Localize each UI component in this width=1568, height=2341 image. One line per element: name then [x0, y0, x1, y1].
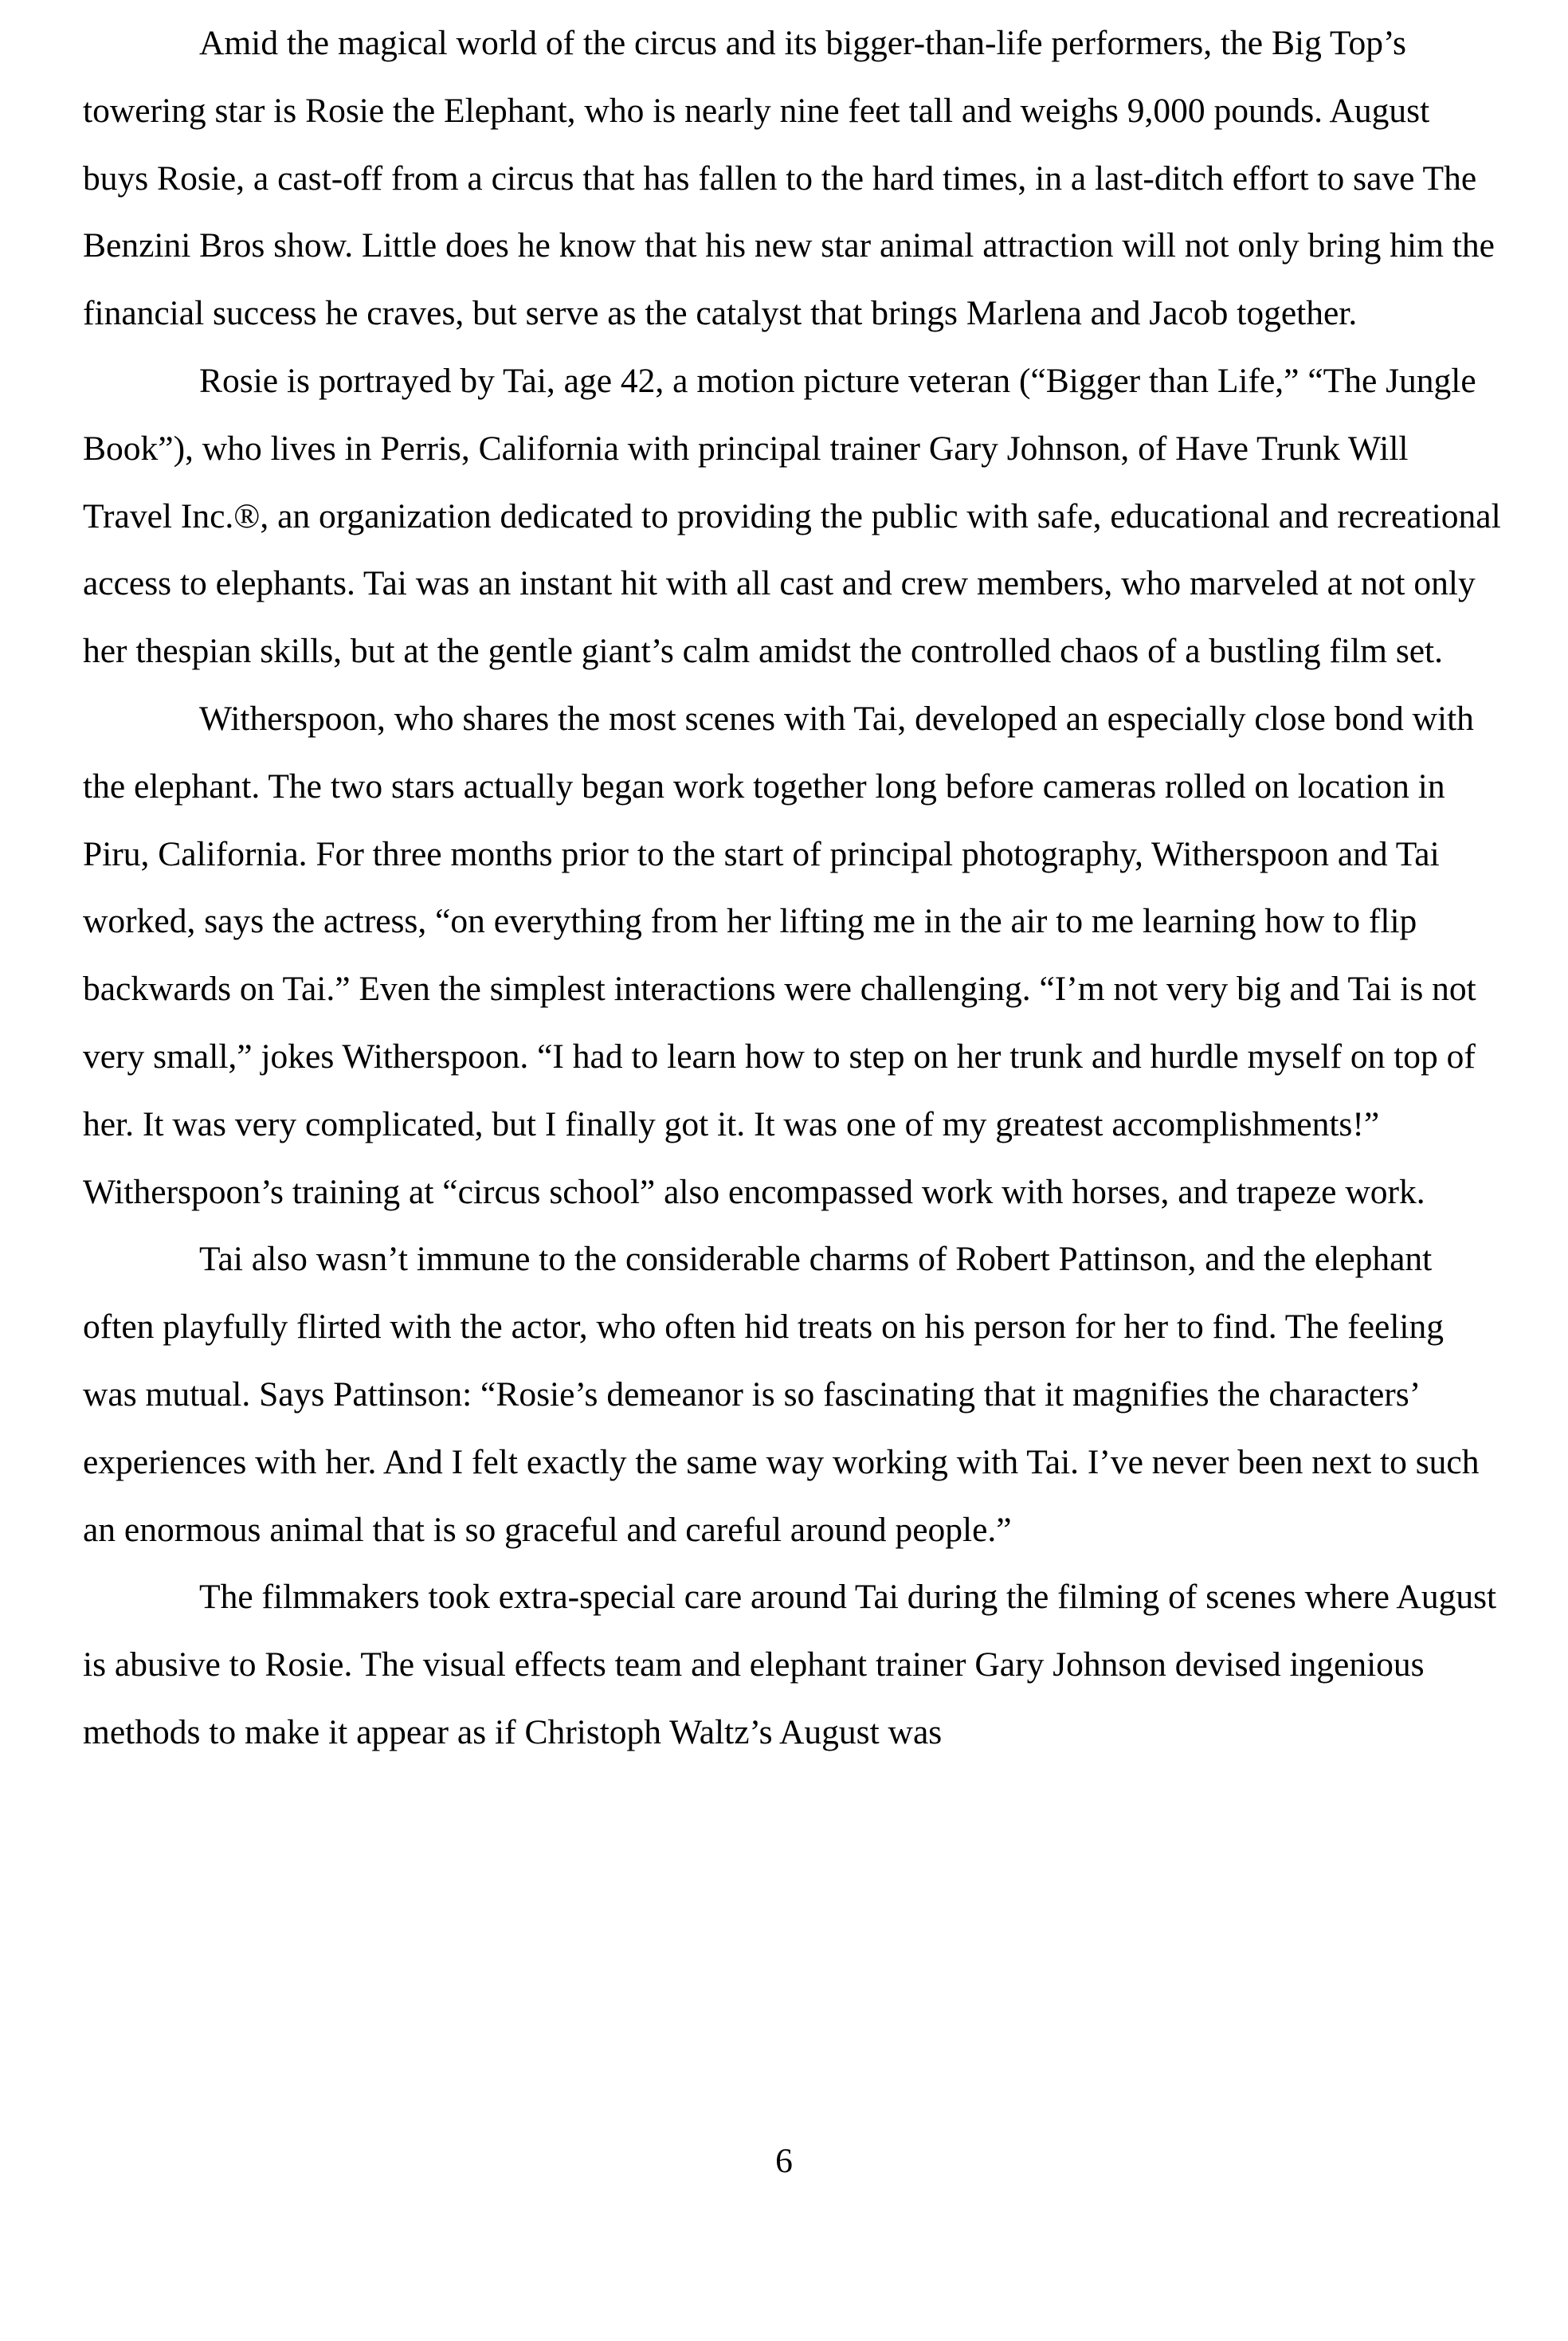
paragraph-pattinson: Tai also wasn’t immune to the considerable charms of Robert Pattinson, and the elephant often playfully flirted with the actor, who often hid treats on his person for her to find. The feeling was mutual. Says Pattinson: “Rosie’s demeanor is so fascinating that it magnifies the characters’ experiences with her. And I felt exactly the same way working with Tai. I’ve never been next to such an enormous animal that is so graceful and careful around people.”	[83, 1240, 1480, 1549]
paragraph-witherspoon-bond: Witherspoon, who shares the most scenes with Tai, developed an especially close bond with the elephant. The two stars actually began work together long before cameras rolled on location in Piru, California. For three months prior to the start of principal photography, Witherspoon and Tai worked, says the actress, “on everything from her lifting me in the air to me learning how to flip backwards on Tai.” Even the simplest interactions were challenging. “I’m not very big and Tai is not very small,” jokes Witherspoon. “I had to learn how to step on her trunk and hurdle myself on top of her. It was very complicated, but I finally got it. It was one of my greatest accomplishments!” Witherspoon’s training at “circus school” also encompassed work with horses, and trapeze work.	[83, 699, 1476, 1211]
page-number: 6	[775, 2142, 793, 2180]
paragraph-rosie-intro: Amid the magical world of the circus and its bigger-than-life performers, the Big Top’s towering star is Rosie the Elephant, who is nearly nine feet tall and weighs 9,000 pounds. August buys Rosie, a cast-off from a circus that has fallen to the hard times, in a last-ditch effort to save The Benzini Bros show. Little does he know that his new star animal attraction will not only bring him the financial success he craves, but serve as the catalyst that brings Marlena and Jacob together.	[83, 24, 1495, 333]
paragraph-filmmakers-care: The filmmakers took extra-special care around Tai during the filming of scenes where August is abusive to Rosie. The visual effects team and elephant trainer Gary Johnson devised ingenious methods to make it appear as if Christoph Waltz’s August was	[83, 1578, 1497, 1751]
body-text	[83, 10, 1501, 1767]
paragraph-tai-portrayal: Rosie is portrayed by Tai, age 42, a motion picture veteran (“Bigger than Life,” “The Jungle Book”), who lives in Perris, California with principal trainer Gary Johnson, of Have Trunk Will Travel Inc.®, an organization dedicated to providing the public with safe, educational and recreational access to elephants. Tai was an instant hit with all cast and crew members, who marveled at not only her thespian skills, but at the gentle giant’s calm amidst the controlled chaos of a bustling film set.	[83, 361, 1501, 671]
